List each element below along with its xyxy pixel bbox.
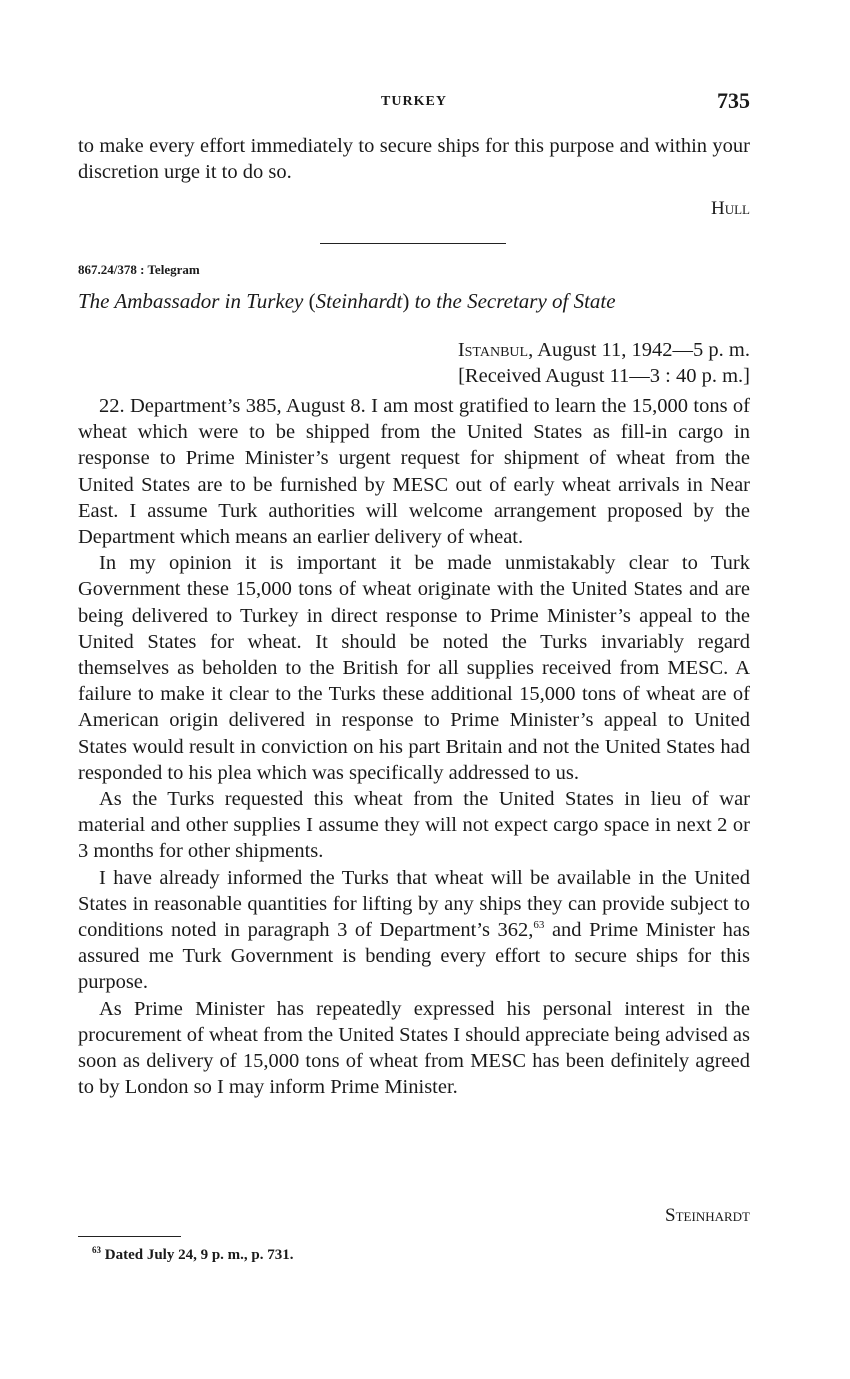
dateline-place: Istanbul xyxy=(457,339,529,361)
file-reference: 867.24/378 : Telegram xyxy=(78,262,200,277)
title-part1: The Ambassador in Turkey xyxy=(78,289,309,313)
dateline-received: [Received August 11—3 : 40 p. m.] xyxy=(458,365,750,387)
footnote-text: Dated July 24, 9 p. m., p. 731. xyxy=(101,1247,294,1263)
paragraph-1: 22. Department’s 385, August 8. I am most gratified to learn the 15,000 tons of wheat which were to be shipped from the United States as fill-in cargo in response to Prime Minister’s urgent request for shipment of wheat from the United States are to be furnished by MESC out of early wheat arrivals in Near East. I assume Turk authorities will welcome arrangement proposed by the Department which means an earlier delivery of wheat. xyxy=(78,395,750,549)
signature-hull: Hull xyxy=(711,198,750,219)
footnote-reference: 63 xyxy=(533,919,545,932)
telegram-body xyxy=(78,393,750,1100)
footnote-rule xyxy=(78,1236,181,1237)
paragraph-5: As Prime Minister has repeatedly expressed his personal interest in the procurement of wheat from the United States I should appreciate being advised as soon as delivery of 15,000 tons of wheat from MESC has been definitely agreed to by London so I may inform Prime Minister. xyxy=(78,997,750,1099)
paragraph-4-before: I have already informed the Turks that wheat will be available in the United States in reasonable quantities for lifting by any ships they can provide subject to conditions noted in paragraph 3 of Department’s 362, xyxy=(78,866,750,942)
dateline-date: , August 11, 1942—5 p. m. xyxy=(528,339,750,361)
footnote xyxy=(92,1247,294,1264)
page-number: 735 xyxy=(717,88,750,113)
title-paren-close: ) xyxy=(402,289,410,313)
signature-steinhardt: Steinhardt xyxy=(665,1205,750,1226)
continuation-block xyxy=(78,133,750,185)
continuation-text: to make every effort immediately to secure ships for this purpose and within your discretion urge it to do so. xyxy=(78,135,750,184)
paragraph-4-after: and Prime Minister has assured me Turk Government is bending every effort to secure ships for this purpose. xyxy=(78,919,750,994)
paragraph-3: As the Turks requested this wheat from the United States in lieu of war material and other supplies I assume they will not expect cargo space in next 2 or 3 months for other shipments. xyxy=(78,788,750,863)
section-divider xyxy=(320,243,506,244)
title-paren-open: ( xyxy=(308,289,316,313)
dateline xyxy=(458,337,750,389)
title-part2: to the Secretary of State xyxy=(409,289,616,313)
dateline-sent xyxy=(458,337,750,363)
paragraph-2: In my opinion it is important it be made unmistakably clear to Turk Government these 15,000 tons of wheat originate with the United States and are being delivered to Turkey in direct response to Prime Minister’s appeal to the United States for wheat. It should be noted the Turks invariably regard themselves as beholden to the British for all supplies received from MESC. A failure to make it clear to the Turks these additional 15,000 tons of wheat are of American origin delivered in response to Prime Minister’s appeal to United States would result in conviction on his part Britain and not the United States had responded to his plea which was specifically addressed to us. xyxy=(78,552,750,784)
footnote-mark: 63 xyxy=(92,1245,101,1255)
document-title xyxy=(78,289,750,314)
document-page xyxy=(78,0,750,1379)
title-name: Steinhardt xyxy=(315,289,403,313)
running-title: TURKEY xyxy=(381,94,447,109)
paragraph-4 xyxy=(78,865,750,996)
running-head xyxy=(78,88,750,118)
